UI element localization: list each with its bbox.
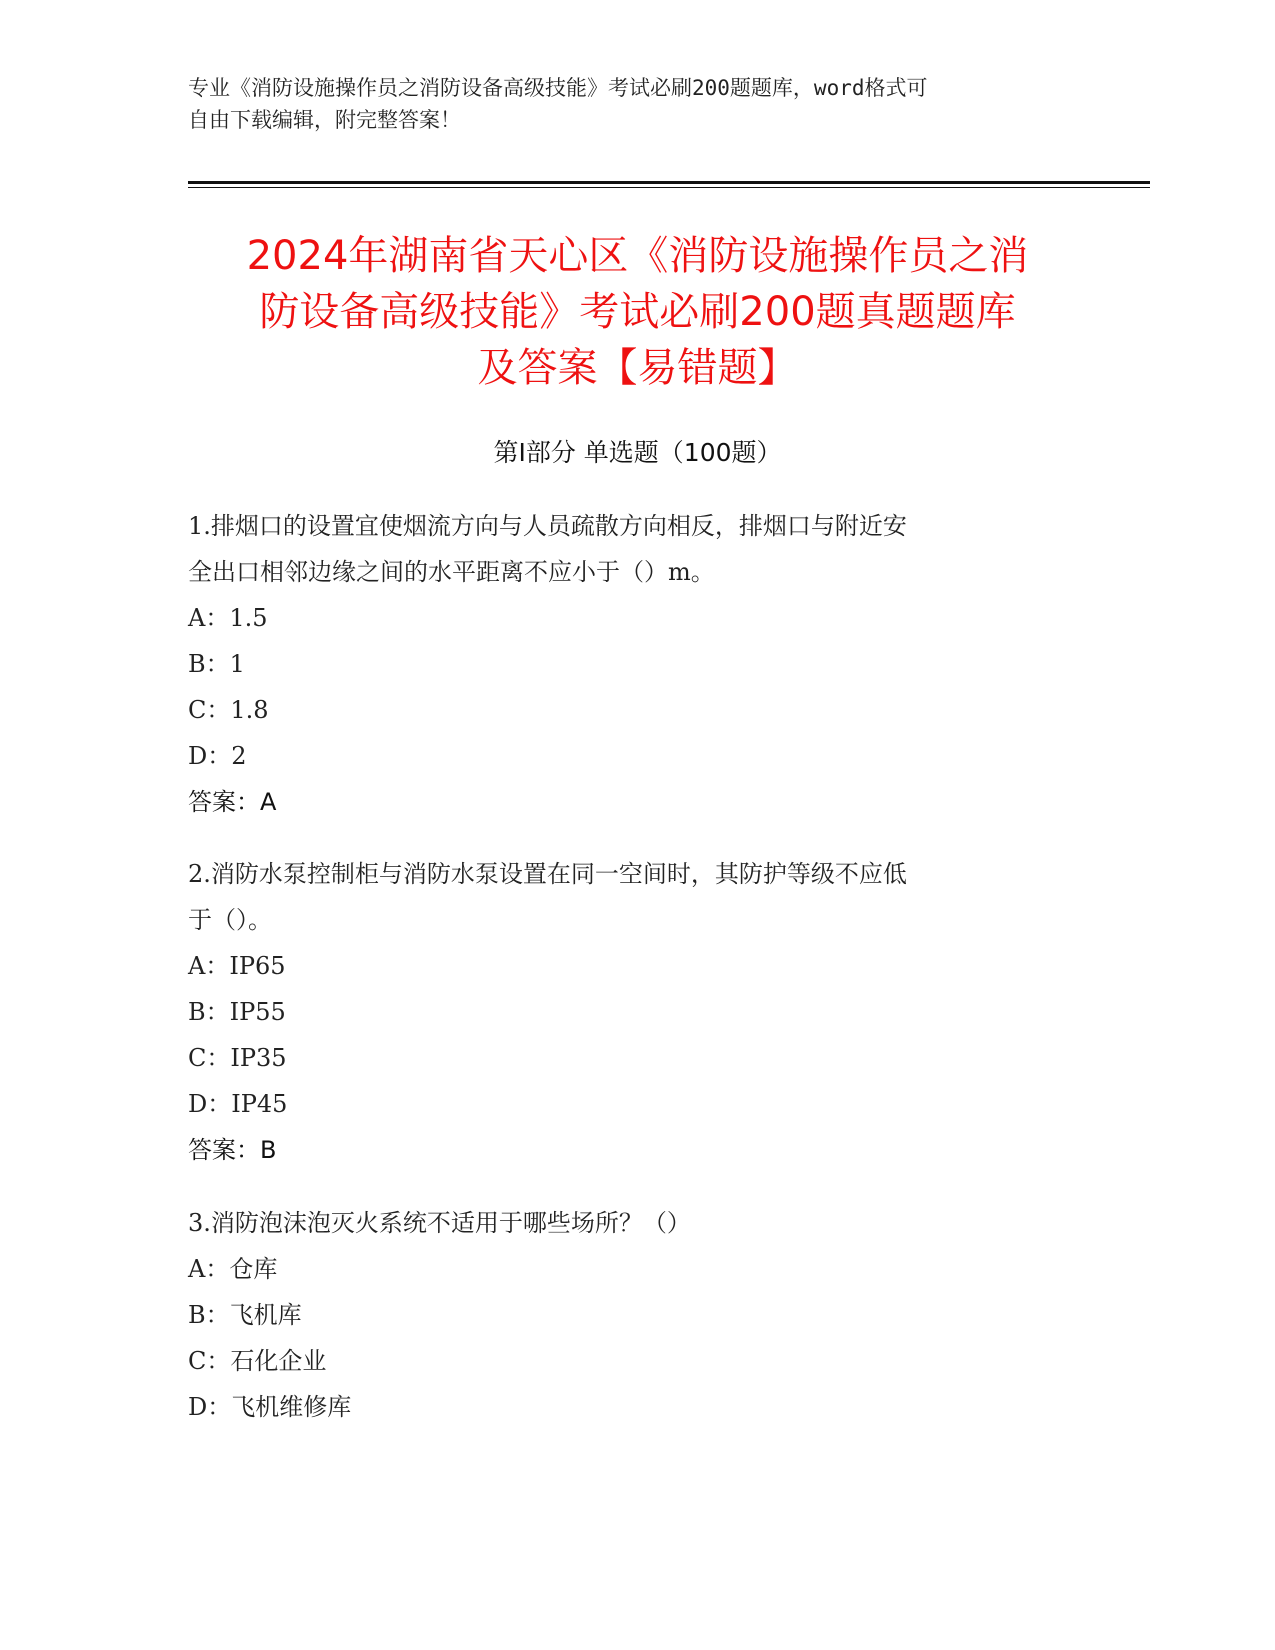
option-letter: A： xyxy=(188,952,230,980)
header-rule-thin xyxy=(188,187,1150,188)
option-a xyxy=(188,1246,1088,1292)
option-letter: D： xyxy=(188,1090,232,1118)
option-b xyxy=(188,989,1088,1035)
option-text: 1.8 xyxy=(230,696,269,724)
answer-line: 答案：B xyxy=(188,1136,277,1164)
option-text: 石化企业 xyxy=(230,1347,327,1375)
option-letter: B： xyxy=(188,650,230,678)
option-a xyxy=(188,943,1088,989)
option-text: 1 xyxy=(229,650,245,678)
title-line-2: 防设备高级技能》考试必刷200题真题题库 xyxy=(259,289,1016,335)
title-line-1: 2024年湖南省天心区《消防设施操作员之消 xyxy=(246,233,1029,279)
question-1 xyxy=(188,503,1088,825)
option-c xyxy=(188,1035,1088,1081)
title-line-3: 及答案【易错题】 xyxy=(477,345,798,391)
option-text: IP45 xyxy=(231,1090,288,1118)
header-note-line-1: 专业《消防设施操作员之消防设备高级技能》考试必刷200题题库，word格式可 xyxy=(188,76,928,100)
option-d xyxy=(188,1081,1088,1127)
question-stem-line: 于（）。 xyxy=(188,906,272,934)
option-letter: B： xyxy=(188,998,230,1026)
option-letter: C： xyxy=(188,696,231,724)
question-stem-line: 2.消防水泵控制柜与消防水泵设置在同一空间时，其防护等级不应低 xyxy=(188,860,907,888)
option-text: 2 xyxy=(231,742,247,770)
question-stem-line: 全出口相邻边缘之间的水平距离不应小于（）m。 xyxy=(188,558,715,586)
option-letter: D： xyxy=(188,1393,232,1421)
option-letter: A： xyxy=(188,604,230,632)
option-text: IP35 xyxy=(230,1044,287,1072)
option-letter: D： xyxy=(188,742,232,770)
question-2 xyxy=(188,851,1088,1173)
option-letter: C： xyxy=(188,1044,231,1072)
question-stem xyxy=(188,503,1088,595)
question-stem-line: 3.消防泡沫泡灭火系统不适用于哪些场所？（） xyxy=(188,1209,691,1237)
option-letter: C： xyxy=(188,1347,231,1375)
option-text: 仓库 xyxy=(229,1255,278,1283)
question-stem-line: 1.排烟口的设置宜使烟流方向与人员疏散方向相反，排烟口与附近安 xyxy=(188,512,907,540)
option-text: 1.5 xyxy=(229,604,268,632)
header-rule-thick xyxy=(188,181,1150,184)
option-a xyxy=(188,595,1088,641)
question-3 xyxy=(188,1200,1088,1430)
question-stem xyxy=(188,851,1088,943)
option-b xyxy=(188,1292,1088,1338)
document-title xyxy=(150,228,1125,396)
option-d xyxy=(188,733,1088,779)
option-b xyxy=(188,641,1088,687)
header-note-line-2: 自由下载编辑，附完整答案！ xyxy=(188,108,461,132)
option-text: 飞机维修库 xyxy=(231,1393,352,1421)
option-c xyxy=(188,1338,1088,1384)
section-heading: 第Ⅰ部分 单选题（100题） xyxy=(493,438,782,467)
answer-line: 答案：A xyxy=(188,788,277,816)
option-c xyxy=(188,687,1088,733)
header-note xyxy=(188,72,1068,136)
option-letter: B： xyxy=(188,1301,230,1329)
option-text: 飞机库 xyxy=(229,1301,302,1329)
option-text: IP55 xyxy=(229,998,286,1026)
option-text: IP65 xyxy=(229,952,286,980)
question-stem xyxy=(188,1200,1088,1246)
option-letter: A： xyxy=(188,1255,230,1283)
option-d xyxy=(188,1384,1088,1430)
